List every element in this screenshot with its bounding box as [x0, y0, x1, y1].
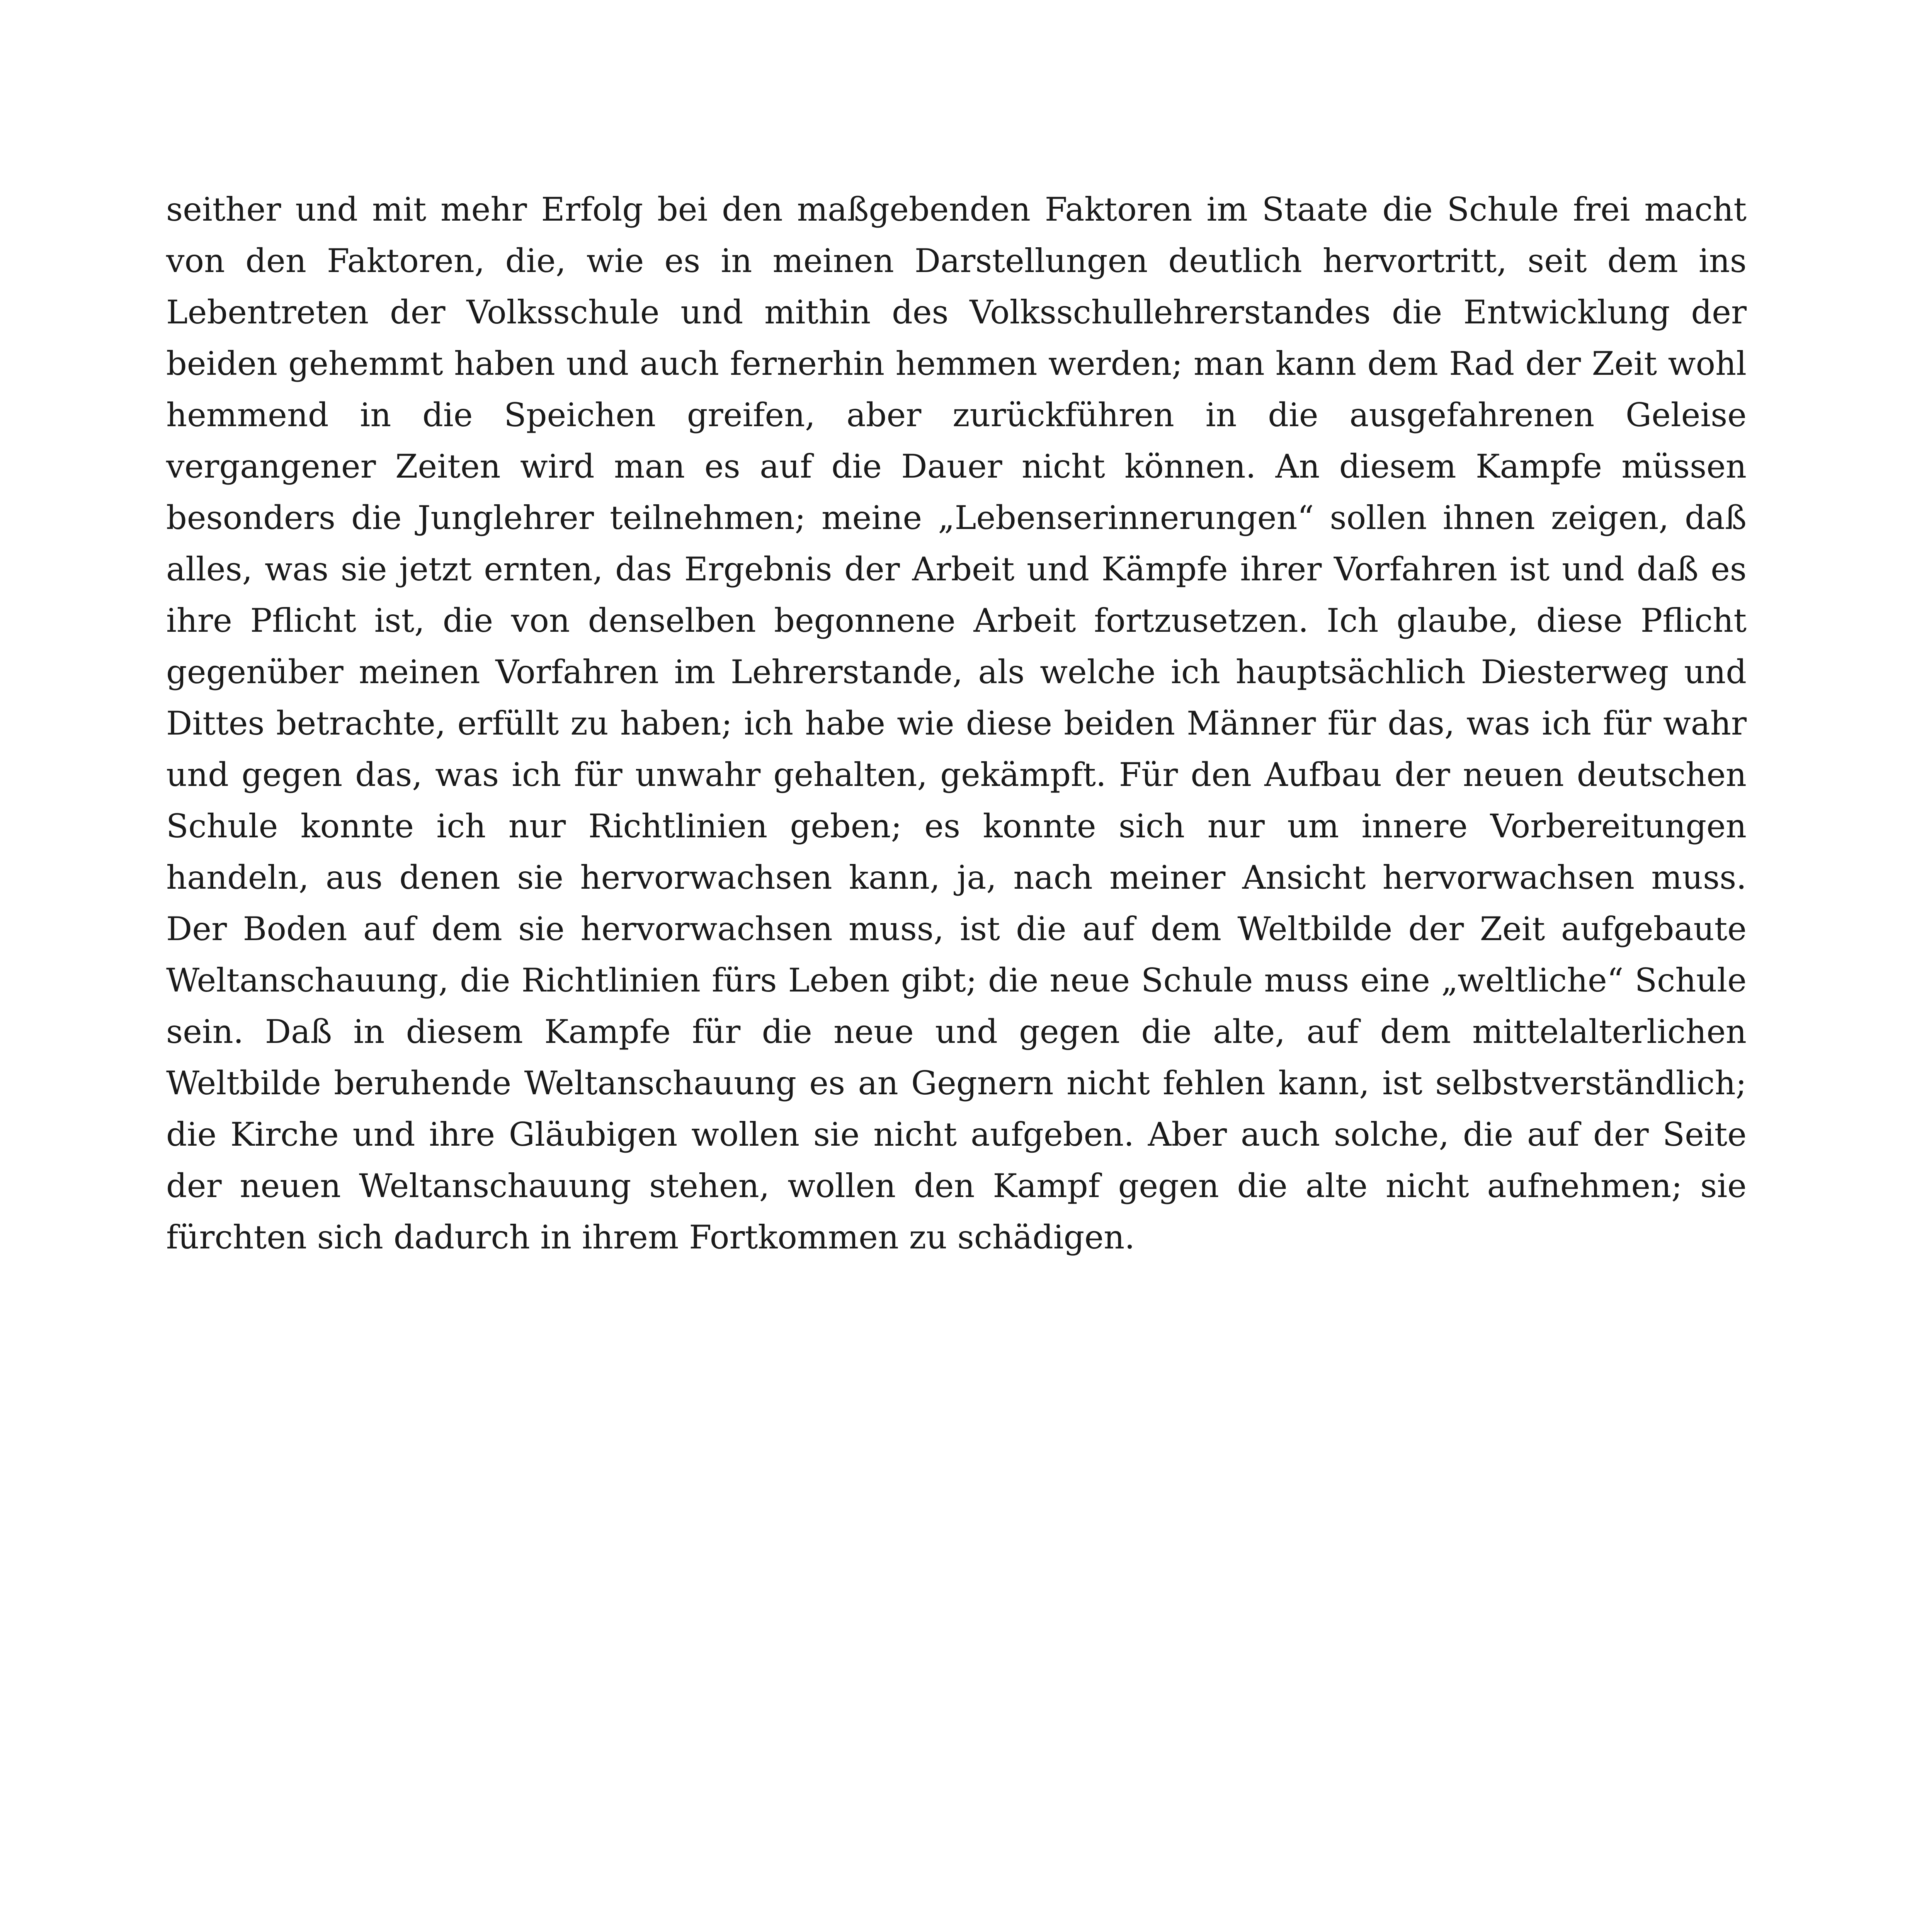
- body-paragraph: seither und mit mehr Erfolg bei den maßgebenden Faktoren im Staate die Schule frei macht von den Faktoren, die, wie es in meinen Darstellungen deutlich hervortritt, seit dem ins Lebentreten der Volksschule und mithin des Volksschullehrerstandes die Entwicklung der beiden gehemmt haben und auch fernerhin hemmen werden; man kann dem Rad der Zeit wohl hemmend in die Speichen greifen, aber zurückführen in die ausgefahrenen Geleise vergangener Zeiten wird man es auf die Dauer nicht können. An diesem Kampfe müssen besonders die Junglehrer teilnehmen; meine „Lebenserinnerungen“ sollen ihnen zeigen, daß alles, was sie jetzt ernten, das Ergebnis der Arbeit und Kämpfe ihrer Vorfahren ist und daß es ihre Pflicht ist, die von denselben begonnene Arbeit fortzusetzen. Ich glaube, diese Pflicht gegenüber meinen Vorfahren im Lehrerstande, als welche ich hauptsächlich Diesterweg und Dittes betrachte, erfüllt zu haben; ich habe wie diese beiden Männer für das, was ich für wahr und gegen das, was ich für unwahr gehalten, gekämpft. Für den Aufbau der neuen deutschen Schule konnte ich nur Richtlinien geben; es konnte sich nur um innere Vorbereitungen handeln, aus denen sie hervorwachsen kann, ja, nach meiner Ansicht hervorwachsen muss. Der Boden auf dem sie hervorwachsen muss, ist die auf dem Weltbilde der Zeit aufgebaute Weltanschauung, die Richtlinien fürs Leben gibt; die neue Schule muss eine „weltliche“ Schule sein. Daß in diesem Kampfe für die neue und gegen die alte, auf dem mittelalterlichen Weltbilde beruhende Weltanschauung es an Gegnern nicht fehlen kann, ist selbstverständlich; die Kirche und ihre Gläubigen wollen sie nicht aufgeben. Aber auch solche, die auf der Seite der neuen Weltanschauung stehen, wollen den Kampf gegen die alte nicht aufnehmen; sie fürchten sich dadurch in ihrem Fortkommen zu schädigen.: [166, 190, 1747, 1256]
